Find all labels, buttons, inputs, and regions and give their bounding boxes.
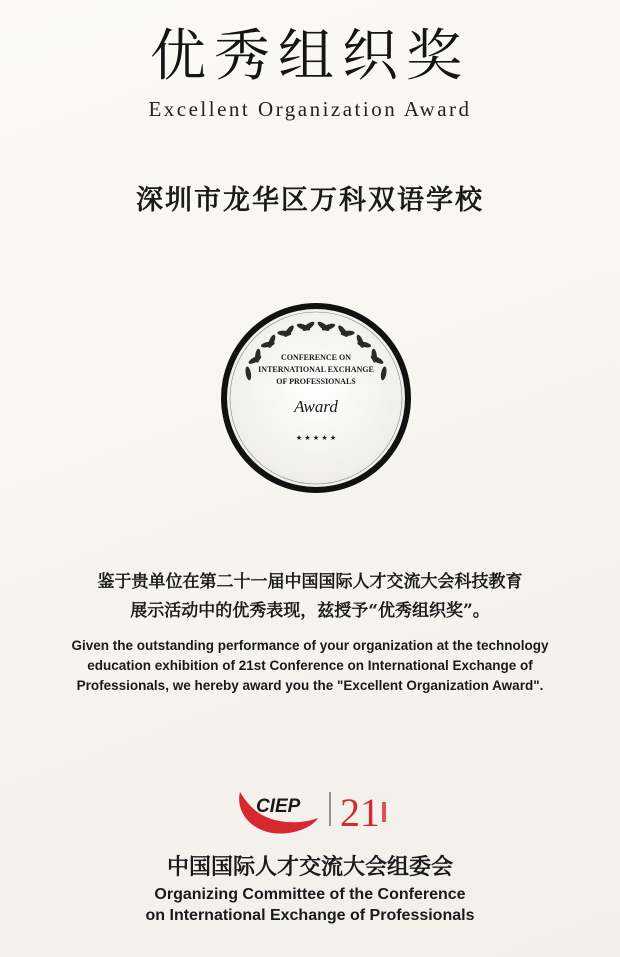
body-text-chinese [0,568,620,626]
logo-number-text: 21 [340,790,380,835]
award-title-english: Excellent Organization Award [148,97,472,121]
body-en-line3: Professionals, we hereby award you the "Excellent Organization Award". [76,678,544,693]
body-en-line1: Given the outstanding performance of your organization at the technology [71,638,549,653]
body-en-line2: education exhibition of 21st Conference on International Exchange of [87,658,533,673]
body-cn-line1: 鉴于贵单位在第二十一届中国国际人才交流大会科技教育 [97,572,523,592]
ciep-21-logo [232,778,422,838]
issuer-en-line2: on International Exchange of Professionals [145,907,475,924]
body-text-english [0,636,620,696]
body-cn-line2: 展示活动中的优秀表现，兹授予“优秀组织奖”。 [130,601,490,621]
recipient-organization: 深圳市龙华区万科双语学校 [136,185,484,216]
issuer-name-english [0,884,620,926]
award-medal-seal [218,300,414,496]
logo-brand-text: CIEP [256,796,301,817]
medal-text-line2: INTERNATIONAL EXCHANGE [258,365,374,374]
medal-text-line1: CONFERENCE ON [280,353,352,362]
medal-script-award: Award [294,397,338,416]
award-title-chinese: 优秀组织奖 [150,24,470,89]
medal-stars: ★ ★ ★ ★ ★ [295,434,337,442]
medal-text-line3: OF PROFESSIONALS [276,377,356,386]
issuer-name-chinese: 中国国际人才交流大会组委会 [166,855,453,880]
issuer-en-line1: Organizing Committee of the Conference [154,886,466,903]
